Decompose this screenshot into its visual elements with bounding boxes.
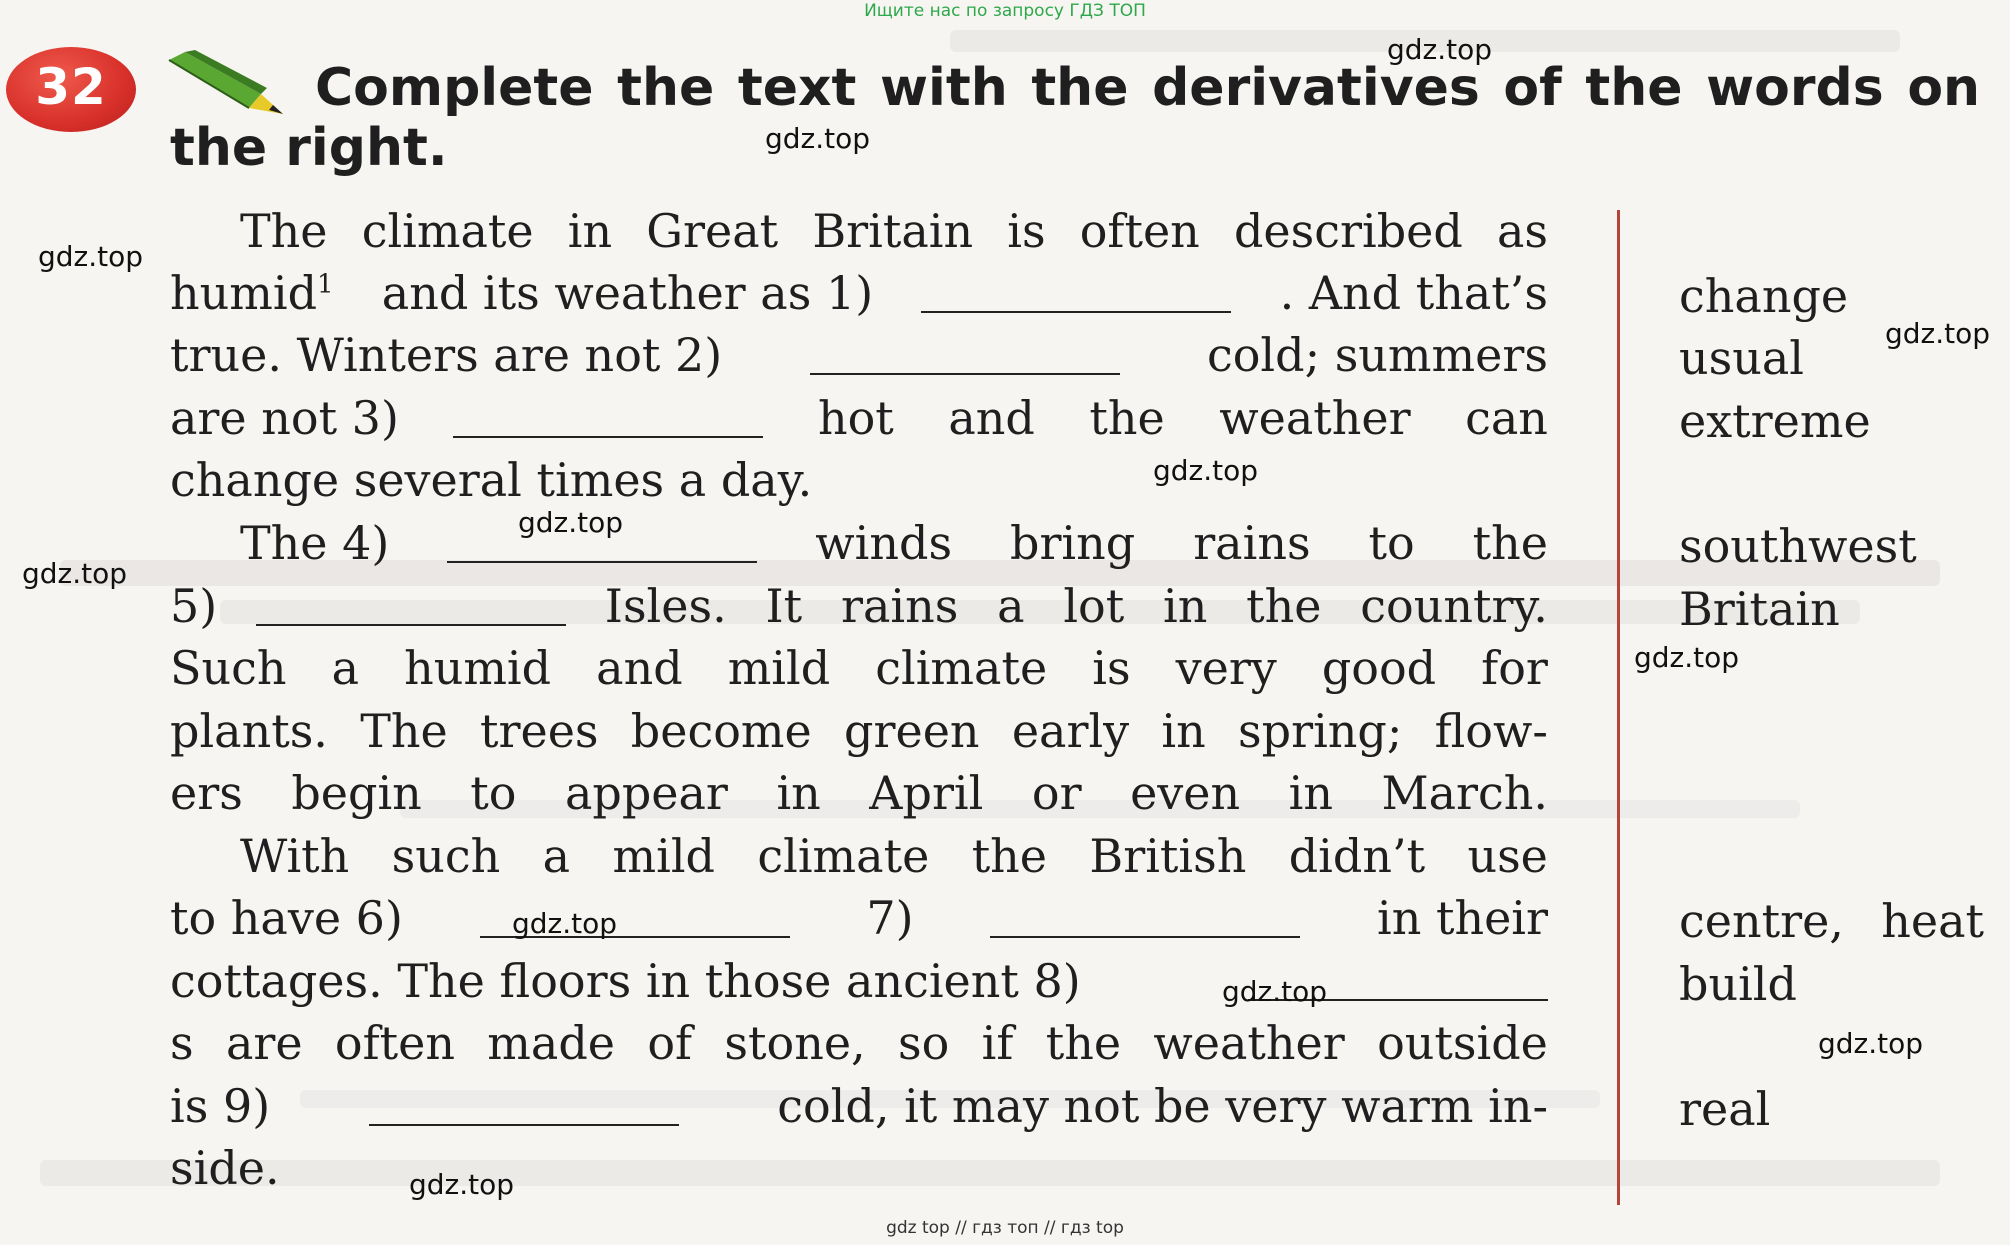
text-line-1	[240, 203, 1548, 259]
word: described	[1233, 204, 1463, 258]
phrase: change several times a day.	[170, 453, 813, 507]
word: The	[360, 704, 448, 758]
phrase: is 9)	[170, 1079, 271, 1133]
watermark: gdz.top	[765, 122, 871, 155]
word: for	[1481, 641, 1548, 695]
phrase: cold, it may not be very warm in-	[777, 1079, 1548, 1133]
phrase: 5)	[170, 579, 218, 633]
word: even	[1130, 766, 1241, 820]
word: appear	[564, 766, 728, 820]
word: is	[1007, 204, 1046, 258]
word: early	[1011, 704, 1130, 758]
word: to	[1368, 516, 1415, 570]
word: rains	[1193, 516, 1311, 570]
word: April	[869, 766, 984, 820]
phrase: The 4)	[240, 516, 390, 570]
instruction-word: the	[617, 58, 715, 118]
task-number: 32	[35, 58, 107, 116]
word: and	[948, 391, 1035, 445]
word: the	[1246, 579, 1322, 633]
word: s	[170, 1016, 194, 1070]
text-line-9	[170, 703, 1548, 759]
instruction-line-1	[315, 58, 1980, 118]
word: as	[1496, 204, 1548, 258]
instruction-word: text	[737, 58, 857, 118]
watermark: gdz.top	[1387, 33, 1493, 66]
word: climate	[361, 204, 534, 258]
instruction-word: on	[1907, 58, 1981, 118]
text-line-3	[170, 327, 1548, 383]
word: winds	[815, 516, 953, 570]
hint-word-britain: Britain	[1679, 582, 1840, 636]
text-line-15	[170, 1078, 1548, 1134]
instruction-word: Complete	[315, 58, 594, 118]
word: of	[647, 1016, 693, 1070]
hint-word-change: change	[1679, 269, 1849, 323]
word-humid: humid$^1$	[170, 266, 334, 320]
word: is	[1092, 641, 1131, 695]
word: to	[470, 766, 517, 820]
word: a	[542, 829, 571, 883]
text-line-8	[170, 640, 1548, 696]
text-line-2	[170, 265, 1548, 321]
footnote-marker: 1	[317, 269, 334, 300]
text-line-14	[170, 1015, 1548, 1071]
text-line-11	[240, 828, 1548, 884]
word: hot	[817, 391, 894, 445]
word: the	[1472, 516, 1548, 570]
word: lot	[1063, 579, 1125, 633]
text-line-5	[170, 452, 1548, 508]
word: climate	[875, 641, 1048, 695]
word: climate	[757, 829, 930, 883]
word: Such	[170, 641, 287, 695]
word: a	[331, 641, 360, 695]
word: mild	[612, 829, 715, 883]
word: if	[981, 1016, 1014, 1070]
blank-3[interactable]	[453, 396, 763, 438]
word: British	[1089, 829, 1247, 883]
text-line-12	[170, 890, 1548, 946]
phrase: 7)	[866, 891, 914, 945]
blank-1[interactable]	[921, 271, 1231, 313]
word: Isles.	[604, 579, 727, 633]
watermark: gdz.top	[1818, 1027, 1924, 1060]
word: It	[765, 579, 803, 633]
pen-icon	[165, 48, 285, 118]
bottom-banner: gdz top // гдз топ // гдз top	[886, 1218, 1124, 1238]
word: such	[391, 829, 501, 883]
top-banner: Ищите нас по запросу ГДЗ ТОП	[864, 1, 1146, 21]
word: country.	[1360, 579, 1548, 633]
phrase: are not 3)	[170, 391, 399, 445]
hint-word-build: build	[1679, 957, 1797, 1011]
instruction-word: of	[1503, 58, 1562, 118]
watermark: gdz.top	[38, 240, 144, 273]
instruction-word: the	[1031, 58, 1129, 118]
word: very	[1175, 641, 1277, 695]
word: bring	[1010, 516, 1136, 570]
text-line-16	[170, 1140, 1548, 1196]
word: use	[1467, 829, 1548, 883]
hint-words-centre-heat	[1679, 893, 1984, 949]
word: the	[1089, 391, 1165, 445]
instruction-word: derivatives	[1152, 58, 1480, 118]
word: With	[240, 829, 350, 883]
word: March.	[1381, 766, 1548, 820]
watermark: gdz.top	[518, 506, 624, 539]
word: in	[1288, 766, 1333, 820]
phrase: cold; summers	[1206, 328, 1548, 382]
word: in	[776, 766, 821, 820]
blank-9[interactable]	[369, 1084, 679, 1126]
word: weather	[1153, 1016, 1345, 1070]
hint-word-extreme: extreme	[1679, 394, 1871, 448]
word: so	[898, 1016, 950, 1070]
phrase: side.	[170, 1141, 280, 1195]
word: Great	[646, 204, 779, 258]
word: The	[240, 204, 328, 258]
word: trees	[480, 704, 599, 758]
hint-word-usual: usual	[1679, 331, 1804, 385]
instruction-word: the	[1585, 58, 1683, 118]
word: in	[567, 204, 613, 258]
hint-word-real: real	[1679, 1082, 1771, 1136]
phrase: and its weather as 1)	[381, 266, 874, 320]
watermark: gdz.top	[1634, 641, 1740, 674]
text-line-13	[170, 953, 1548, 1009]
word: can	[1465, 391, 1548, 445]
word: a	[997, 579, 1025, 633]
text-line-4	[170, 390, 1548, 446]
instruction-line-2: the right.	[170, 118, 448, 178]
word: spring;	[1238, 704, 1403, 758]
word: weather	[1219, 391, 1411, 445]
phrase: true. Winters are not 2)	[170, 328, 723, 382]
word: green	[844, 704, 980, 758]
text-line-6	[240, 515, 1548, 571]
word: flow-	[1434, 704, 1548, 758]
watermark: gdz.top	[22, 557, 128, 590]
word: made	[487, 1016, 616, 1070]
word: outside	[1377, 1016, 1548, 1070]
watermark: gdz.top	[1153, 454, 1259, 487]
word: in	[1161, 704, 1206, 758]
word: didn’t	[1288, 829, 1426, 883]
watermark: gdz.top	[512, 907, 618, 940]
text-line-10	[170, 765, 1548, 821]
phrase: to have 6)	[170, 891, 403, 945]
instruction-word: with	[879, 58, 1008, 118]
phrase: in their	[1377, 891, 1548, 945]
word: stone,	[724, 1016, 866, 1070]
hint-word-centre: centre,	[1679, 894, 1844, 948]
word: and	[596, 641, 683, 695]
word: are	[225, 1016, 303, 1070]
word: good	[1321, 641, 1437, 695]
word: or	[1031, 766, 1082, 820]
word: become	[630, 704, 812, 758]
text-line-7	[170, 578, 1548, 634]
word: begin	[291, 766, 422, 820]
hint-word-southwest: southwest	[1679, 519, 1917, 573]
phrase: cottages. The floors in those ancient 8)	[170, 954, 1081, 1008]
word: Britain	[812, 204, 974, 258]
hint-word-heat: heat	[1881, 894, 1984, 948]
watermark: gdz.top	[1885, 317, 1991, 350]
instruction-word: words	[1706, 58, 1884, 118]
word: rains	[840, 579, 959, 633]
word: mild	[727, 641, 831, 695]
column-divider	[1617, 210, 1620, 1205]
watermark: gdz.top	[409, 1168, 515, 1201]
word: in	[1163, 579, 1208, 633]
word: often	[334, 1016, 455, 1070]
word: the	[971, 829, 1048, 883]
blank-5[interactable]	[256, 584, 566, 626]
blank-2[interactable]	[810, 333, 1120, 375]
word: often	[1079, 204, 1200, 258]
watermark: gdz.top	[1222, 975, 1328, 1008]
word: humid	[404, 641, 552, 695]
word: ers	[170, 766, 243, 820]
phrase: . And that’s	[1279, 266, 1548, 320]
blank-7[interactable]	[990, 896, 1300, 938]
word: plants.	[170, 704, 328, 758]
word: the	[1045, 1016, 1122, 1070]
